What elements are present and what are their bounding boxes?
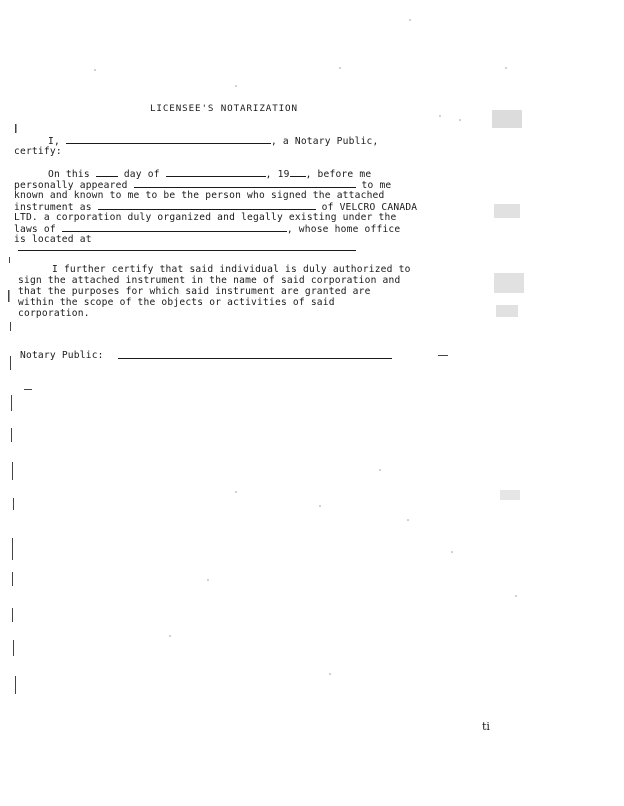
- para1-line7: is located at: [14, 234, 92, 245]
- velcro-canada-text: of VELCRO CANADA: [321, 202, 418, 213]
- para2-line3: that the purposes for which said instrument are granted are: [18, 286, 371, 297]
- para1-line5: LTD. a corporation duly organized and legally existing under the: [14, 212, 397, 223]
- laws-of-text: laws of: [14, 224, 56, 235]
- year-text: , 19: [265, 169, 290, 180]
- to-me-text: to me: [361, 180, 392, 191]
- intro-certify: certify:: [14, 146, 62, 157]
- para2-line5: corporation.: [18, 308, 90, 319]
- appeared-text: personally appeared: [14, 180, 128, 191]
- intro-i: I,: [48, 136, 60, 147]
- para1-line3: known and known to me to be the person who signed the attached: [14, 190, 385, 201]
- intro-notary-public: , a Notary Public,: [270, 136, 379, 147]
- notary-signature-label: Notary Public:: [20, 350, 104, 361]
- instrument-as-text: instrument as: [14, 202, 92, 213]
- para2-line2: sign the attached instrument in the name of said corporation and: [18, 275, 401, 286]
- whose-home-office-text: , whose home office: [286, 224, 401, 235]
- para2-line4: within the scope of the objects or activities of said: [18, 297, 335, 308]
- document-title: LICENSEE'S NOTARIZATION: [150, 103, 298, 114]
- page-mark: ti: [482, 720, 490, 733]
- before-me-text: , before me: [305, 169, 372, 180]
- on-this-text: On this: [48, 169, 90, 180]
- day-of-text: day of: [123, 169, 160, 180]
- para2-line1: I further certify that said individual is duly authorized to: [52, 264, 411, 275]
